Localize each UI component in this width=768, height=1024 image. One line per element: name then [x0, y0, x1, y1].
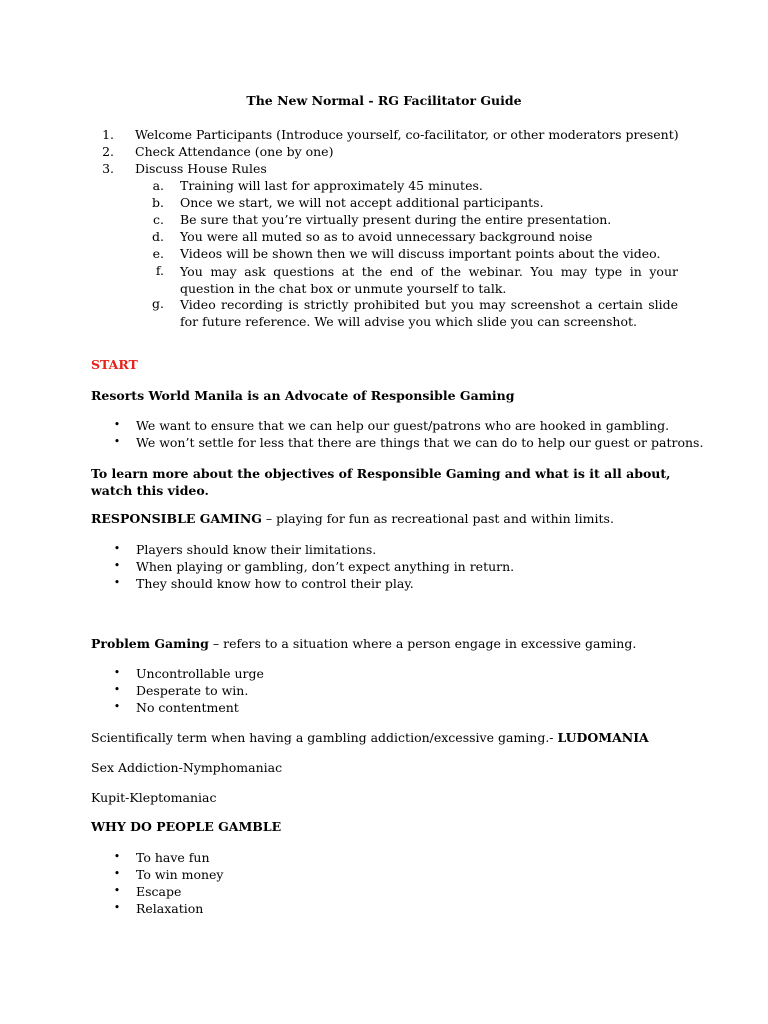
sex-addiction-line: Sex Addiction-Nymphomaniac — [91, 760, 283, 775]
start-label: START — [91, 357, 138, 372]
rg-term: RESPONSIBLE GAMING — [91, 511, 262, 526]
document-page: The New Normal - RG Facilitator Guide 1. Welcome Participants (Introduce yourself, co-facilitator, or other moderators present) 2. Check Attendance (one by one) 3. Discuss House Rules a. Training will last for approximately 45 minutes. b. Once we start, we will not accept additional participants. c. Be sure that you’re virtually present during the entire presentation. d. You were all muted so as to avoid unnecessary background noise e. Videos will be shown then we will discuss important points about the video. f. You may ask questions at the end of the webinar. You may type in your question in the chat box or unmute yourself to talk. g. Video recording is strictly prohibited but you may screenshot a certain slide for future reference. We will advise you which slide you can screenshot. START Resorts World Manila is an Advocate of Responsible Gaming • We want to ensure that we can help our guest/patrons who are hooked in gambling. • We won’t settle for less that there are things that we can do to help our guest or patrons. To learn more about the objectives of Responsible Gaming and what is it all about, watch this video. RESPONSIBLE GAMING – playing for fun as recreational past and within limits. • Players should know their limitations. • When playing or gambling, don’t expect anything in return. • They should know how to control their play. Problem Gaming – refers to a situation where a person engage in excessive gaming. • Uncontrollable urge • Desperate to win. • No contentment Scientifically term when having a gambling addiction/excessive gaming.- LUDOMANIA Sex Addiction-Nymphomaniac Kupit-Kleptomaniac WHY DO PEOPLE GAMBLE • To have fun • To win money • Escape • Relaxation — [0, 0, 768, 1024]
learn-more-paragraph: To learn more about the objectives of Responsible Gaming and what is it all about, watch this video. — [91, 466, 671, 498]
ludomania-term: LUDOMANIA — [557, 730, 649, 745]
rg-def: – playing for fun as recreational past and within limits. — [261, 511, 614, 526]
ludomania-line: Scientifically term when having a gambling addiction/excessive gaming.- LUDOMANIA — [91, 730, 649, 745]
rg-definition — [91, 511, 614, 526]
page-title: The New Normal - RG Facilitator Guide — [246, 93, 522, 108]
pg-term: Problem Gaming — [91, 636, 209, 651]
kupit-line: Kupit-Kleptomaniac — [91, 790, 217, 805]
section-heading: Resorts World Manila is an Advocate of Responsible Gaming — [91, 388, 515, 403]
pg-def: – refers to a situation where a person engage in excessive gaming. — [208, 636, 637, 651]
pg-definition — [91, 636, 636, 651]
section-heading: WHY DO PEOPLE GAMBLE — [91, 819, 282, 834]
